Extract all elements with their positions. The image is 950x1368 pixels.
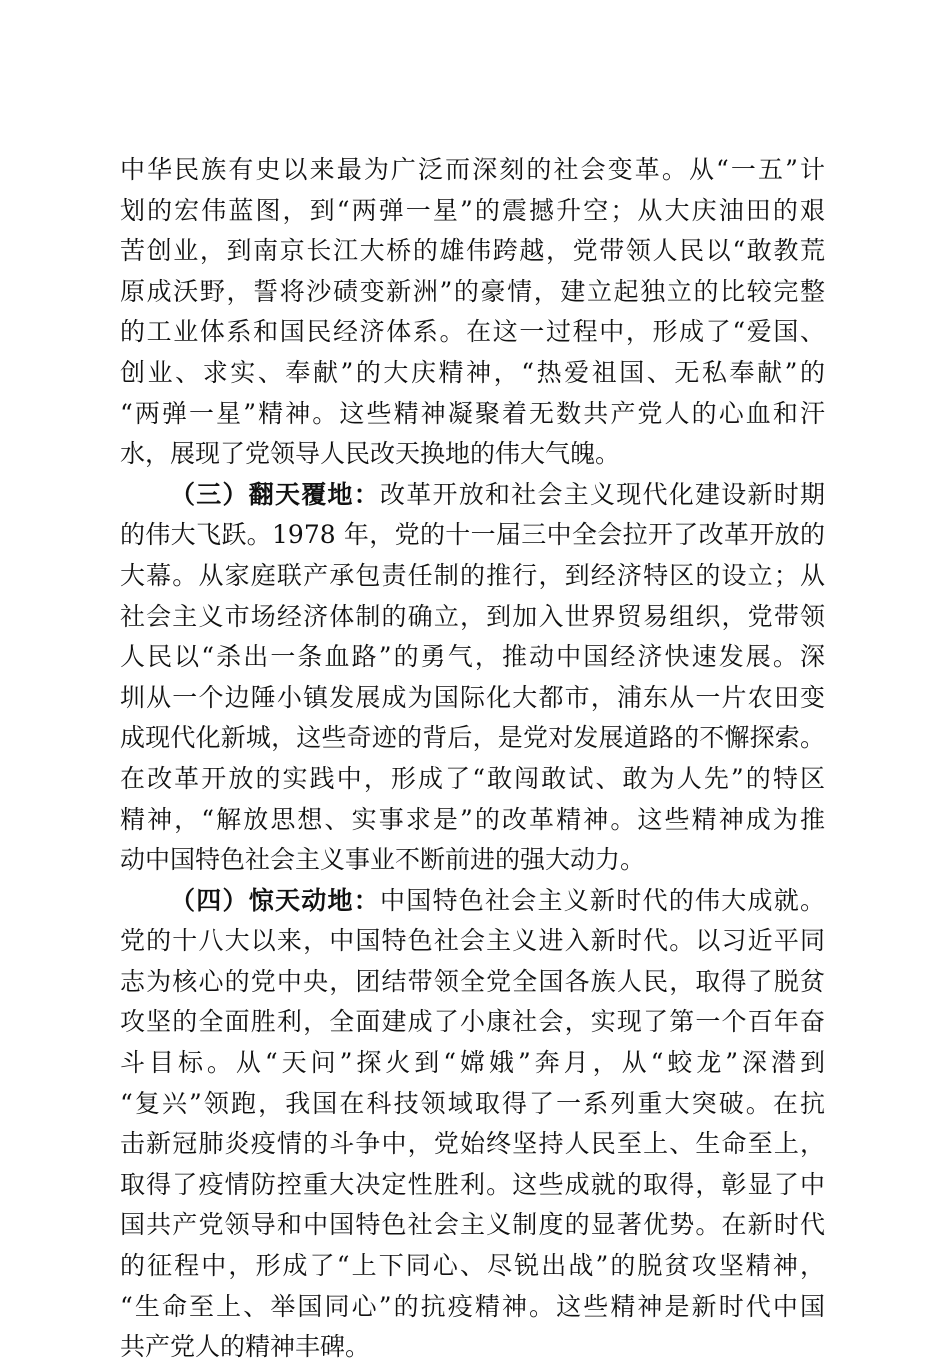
text-line: 斗目标。从“天问”探火到“嫦娥”奔月，从“蛟龙”深潜到 bbox=[120, 1048, 825, 1078]
text-line: 攻坚的全面胜利，全面建成了小康社会，实现了第一个百年奋 bbox=[120, 1007, 825, 1037]
text-line: 社会主义市场经济体制的确立，到加入世界贸易组织，党带领 bbox=[120, 601, 825, 631]
text-line: 圳从一个边陲小镇发展成为国际化大都市，浦东从一片农田变 bbox=[120, 682, 825, 712]
text-line: 动中国特色社会主义事业不断前进的强大动力。 bbox=[120, 845, 646, 875]
text-line: 取得了疫情防控重大决定性胜利。这些成就的取得，彰显了中 bbox=[120, 1169, 825, 1199]
text-line: 共产党人的精神丰碑。 bbox=[120, 1332, 371, 1362]
paragraph-1 bbox=[120, 150, 825, 475]
text-line: 创业、求实、奉献”的大庆精神，“热爱祖国、无私奉献”的 bbox=[120, 357, 825, 387]
paragraph-2 bbox=[120, 475, 825, 881]
section-heading-line bbox=[120, 881, 825, 922]
text-line: 人民以“杀出一条血路”的勇气，推动中国经济快速发展。深 bbox=[120, 642, 825, 672]
text-line: 志为核心的党中央，团结带领全党全国各族人民，取得了脱贫 bbox=[120, 966, 825, 996]
text-line: 大幕。从家庭联产承包责任制的推行，到经济特区的设立；从 bbox=[120, 560, 825, 590]
heading-line-rest: 中国特色社会主义新时代的伟大成就。 bbox=[380, 885, 825, 915]
text-line: 水，展现了党领导人民改天换地的伟大气魄。 bbox=[120, 439, 621, 469]
text-line: 原成沃野，誓将沙碛变新洲”的豪情，建立起独立的比较完整 bbox=[120, 276, 825, 306]
text-line: 击新冠肺炎疫情的斗争中，党始终坚持人民至上、生命至上， bbox=[120, 1129, 825, 1159]
text-line: 的工业体系和国民经济体系。在这一过程中，形成了“爱国、 bbox=[120, 317, 825, 347]
text-line: 苦创业，到南京长江大桥的雄伟跨越，党带领人民以“敢教荒 bbox=[120, 236, 825, 266]
text-line: 的伟大飞跃。1978 年，党的十一届三中全会拉开了改革开放的 bbox=[120, 520, 825, 550]
text-line: 划的宏伟蓝图，到“两弹一星”的震撼升空；从大庆油田的艰 bbox=[120, 195, 825, 225]
section-heading-line bbox=[120, 475, 825, 516]
text-line: 在改革开放的实践中，形成了“敢闯敢试、敢为人先”的特区 bbox=[120, 763, 825, 793]
text-line: “生命至上、举国同心”的抗疫精神。这些精神是新时代中国 bbox=[120, 1291, 825, 1321]
section-heading-3: （三）翻天覆地： bbox=[170, 479, 380, 509]
text-line: 中华民族有史以来最为广泛而深刻的社会变革。从“一五”计 bbox=[120, 155, 825, 184]
section-heading-4: （四）惊天动地： bbox=[170, 885, 380, 915]
text-line: 成现代化新城，这些奇迹的背后，是党对发展道路的不懈探索。 bbox=[120, 723, 825, 753]
text-line: “复兴”领跑，我国在科技领域取得了一系列重大突破。在抗 bbox=[120, 1088, 825, 1118]
text-line: “两弹一星”精神。这些精神凝聚着无数共产党人的心血和汗 bbox=[120, 398, 825, 428]
text-line: 精神，“解放思想、实事求是”的改革精神。这些精神成为推 bbox=[120, 804, 825, 834]
heading-line-rest: 改革开放和社会主义现代化建设新时期 bbox=[380, 479, 825, 509]
paragraph-3 bbox=[120, 881, 825, 1368]
text-line: 国共产党领导和中国特色社会主义制度的显著优势。在新时代 bbox=[120, 1210, 825, 1240]
text-line: 的征程中，形成了“上下同心、尽锐出战”的脱贫攻坚精神， bbox=[120, 1251, 825, 1281]
text-line: 党的十八大以来，中国特色社会主义进入新时代。以习近平同 bbox=[120, 926, 825, 956]
document-body bbox=[120, 150, 825, 1368]
